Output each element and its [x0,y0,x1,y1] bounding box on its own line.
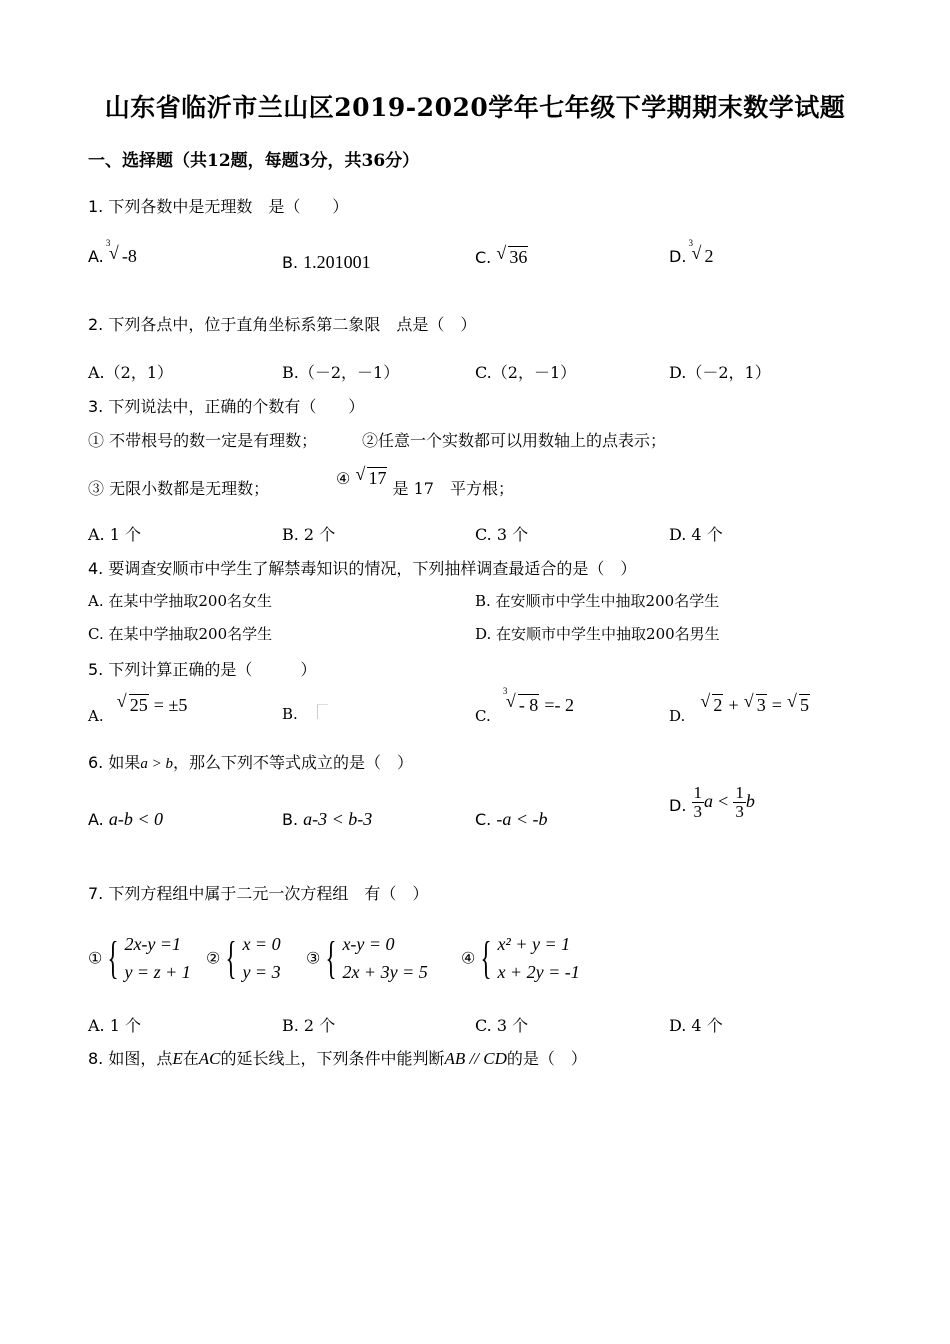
question-3 [88,394,364,417]
less-than-sign: < [718,791,729,811]
question-stem-end: ，那么下列不等式成立的是（ ） [173,753,414,772]
expression: a-3 < b-3 [303,809,373,829]
question-stem-end: 的是（ ） [506,1049,587,1068]
q3-option-b: B. 2 个 [282,525,336,544]
equals-sign: = [771,695,782,715]
q3-option-c: C. 3 个 [475,525,529,544]
q5-option-c [475,686,575,725]
system-label: ① [88,948,103,968]
q4-option-d: D. 在安顺市中学生中抽取200名男生 [475,625,720,643]
option-letter: A. [88,810,104,829]
question-5 [88,657,316,680]
q7-option-d: D. 4 个 [669,1016,723,1035]
question-6 [88,750,413,773]
denominator: 3 [735,802,744,821]
equation-line-2: x + 2y = -1 [497,962,580,982]
question-number: 6. [88,753,104,772]
statement-1: ① 不带根号的数一定是有理数； [88,431,318,450]
question-number: 8. [88,1049,104,1068]
expression: -a < -b [496,809,548,829]
cube-root: 3 √ - 8 [502,686,539,715]
q6-option-d [669,784,755,821]
radicand: - 8 [518,695,539,715]
radicand: 17 [368,468,387,488]
statement-3: ③ 无限小数都是无理数； [88,479,270,498]
q6-option-b [282,809,372,830]
square-root: √ 3 [743,691,766,715]
q4-option-b: B. 在安顺市中学生中抽取200名学生 [475,592,720,610]
q4-option-c: C. 在某中学抽取200名学生 [88,625,273,643]
equation-line-1: x² + y = 1 [497,934,571,954]
point-label: E [172,1049,183,1068]
question-number: 5. [88,660,104,679]
equation-line-2: 2x + 3y = 5 [342,962,428,982]
system-2 [206,930,281,986]
question-stem: 要调查安顺市中学生了解禁毒知识的情况，下列抽样调查最适合的是（ ） [108,559,637,578]
q1-option-c [475,243,528,268]
q4-option-a: A. 在某中学抽取200名女生 [88,592,272,610]
option-letter: C. [475,248,492,267]
q7-option-a: A. 1 个 [88,1016,141,1035]
equation-line-1: x = 0 [242,934,281,954]
option-value: 1.201001 [303,252,371,272]
equation-system [124,930,190,986]
fraction [692,784,705,821]
option-letter: B. [282,705,298,723]
parallel-expression: AB // CD [444,1049,507,1068]
q3-option-a: A. 1 个 [88,525,141,544]
statement-text: 是 17 平方根； [392,479,514,498]
radicand: 2 [713,695,723,715]
left-brace: { [325,932,337,983]
q2-option-b: B.（－2，－1） [282,363,400,382]
system-label: ④ [461,948,476,968]
question-stem: 下列方程组中属于二元一次方程组 有（ ） [108,884,429,903]
radicand: 25 [129,695,148,715]
question-stem-part: 在 [182,1049,199,1068]
question-7 [88,881,428,904]
q1-option-b [282,252,371,273]
q6-option-c [475,809,548,830]
equation-system [342,930,427,986]
radicand: 36 [509,247,528,267]
question-stem: 下列各点中，位于直角坐标系第二象限 点是（ ） [108,315,477,334]
question-stem: 如果 [108,753,141,772]
left-brace: { [107,932,119,983]
root-index: 3 [688,238,693,248]
option-letter: C. [475,707,491,725]
radicand: 3 [756,695,766,715]
system-label: ③ [306,948,321,968]
question-stem: 下列各数中是无理数 是（ ） [108,197,349,216]
numerator: 1 [693,783,702,802]
plus-sign: + [728,695,739,715]
question-8 [88,1046,587,1069]
question-number: 3. [88,397,104,416]
cube-root: 3 √ -8 [105,238,137,266]
condition-expression: a > b [140,756,173,772]
question-stem: 下列计算正确的是（ ） [108,660,317,679]
radicand: -8 [121,246,137,266]
equation-line-1: x-y = 0 [342,934,395,954]
question-stem-part: 的延长线上，下列条件中能判断 [220,1049,445,1068]
numerator: 1 [735,783,744,802]
square-root: √ 17 [355,464,387,488]
question-4 [88,556,636,579]
line-label: AC [198,1049,221,1068]
square-root: √ 36 [496,243,528,267]
q6-option-a [88,809,163,830]
expression: = ±5 [153,695,188,715]
left-brace: { [480,932,492,983]
question-number: 1. [88,197,104,216]
equation-line-1: 2x-y =1 [124,934,182,954]
section-heading: 一、选择题（共12题，每题3分，共36分） [88,151,420,171]
system-3 [306,930,428,986]
question-1 [88,194,348,217]
faint-image-icon [317,704,328,719]
statement-2: ②任意一个实数都可以用数轴上的点表示； [362,431,667,450]
option-letter: A. [88,247,104,266]
q1-option-a [88,238,138,267]
denominator: 3 [693,802,702,821]
option-letter: D. [669,796,687,815]
q5-option-d [669,691,810,725]
question-number: 2. [88,315,104,334]
statement-4 [336,464,514,498]
question-number: 7. [88,884,104,903]
system-1 [88,930,191,986]
variable: b [745,791,755,811]
left-brace: { [225,932,237,983]
question-number: 4. [88,559,104,578]
q5-option-b [282,704,328,723]
expression: a-b < 0 [108,809,163,829]
system-label: ② [206,948,221,968]
variable: a [704,791,713,811]
radicand: 5 [800,695,810,715]
equation-line-2: y = z + 1 [124,962,191,982]
cube-root: 3 √ 2 [688,238,714,266]
option-letter: A. [88,707,104,725]
option-letter: B. [282,253,299,272]
equation-system [242,930,280,986]
q7-option-c: C. 3 个 [475,1016,529,1035]
statement-label: ④ [336,469,351,488]
fraction [733,784,746,821]
option-letter: D. [669,247,687,266]
question-stem: 如图，点 [108,1049,173,1068]
system-4 [461,930,580,986]
radicand: 2 [704,246,714,266]
option-letter: B. [282,810,299,829]
root-index: 3 [105,238,111,248]
q7-option-b: B. 2 个 [282,1016,336,1035]
q2-option-c: C.（2，－1） [475,363,577,382]
q5-option-a [88,691,188,725]
q2-option-d: D.（－2，1） [669,363,771,382]
q3-option-d: D. 4 个 [669,525,723,544]
equation-line-2: y = 3 [242,962,281,982]
question-2 [88,312,476,335]
question-stem: 下列说法中，正确的个数有（ ） [108,397,365,416]
root-index: 3 [502,686,508,696]
option-letter: D. [669,707,686,725]
page-title: 山东省临沂市兰山区2019-2020学年七年级下学期期末数学试题 [104,93,846,122]
equation-system [497,930,579,986]
q2-option-a: A.（2，1） [88,363,174,382]
square-root: √ 2 [700,691,723,715]
square-root: √ 25 [116,691,148,715]
expression: =- 2 [544,695,575,715]
option-letter: C. [475,810,492,829]
square-root: √ 5 [787,691,810,715]
q1-option-d [669,238,715,267]
